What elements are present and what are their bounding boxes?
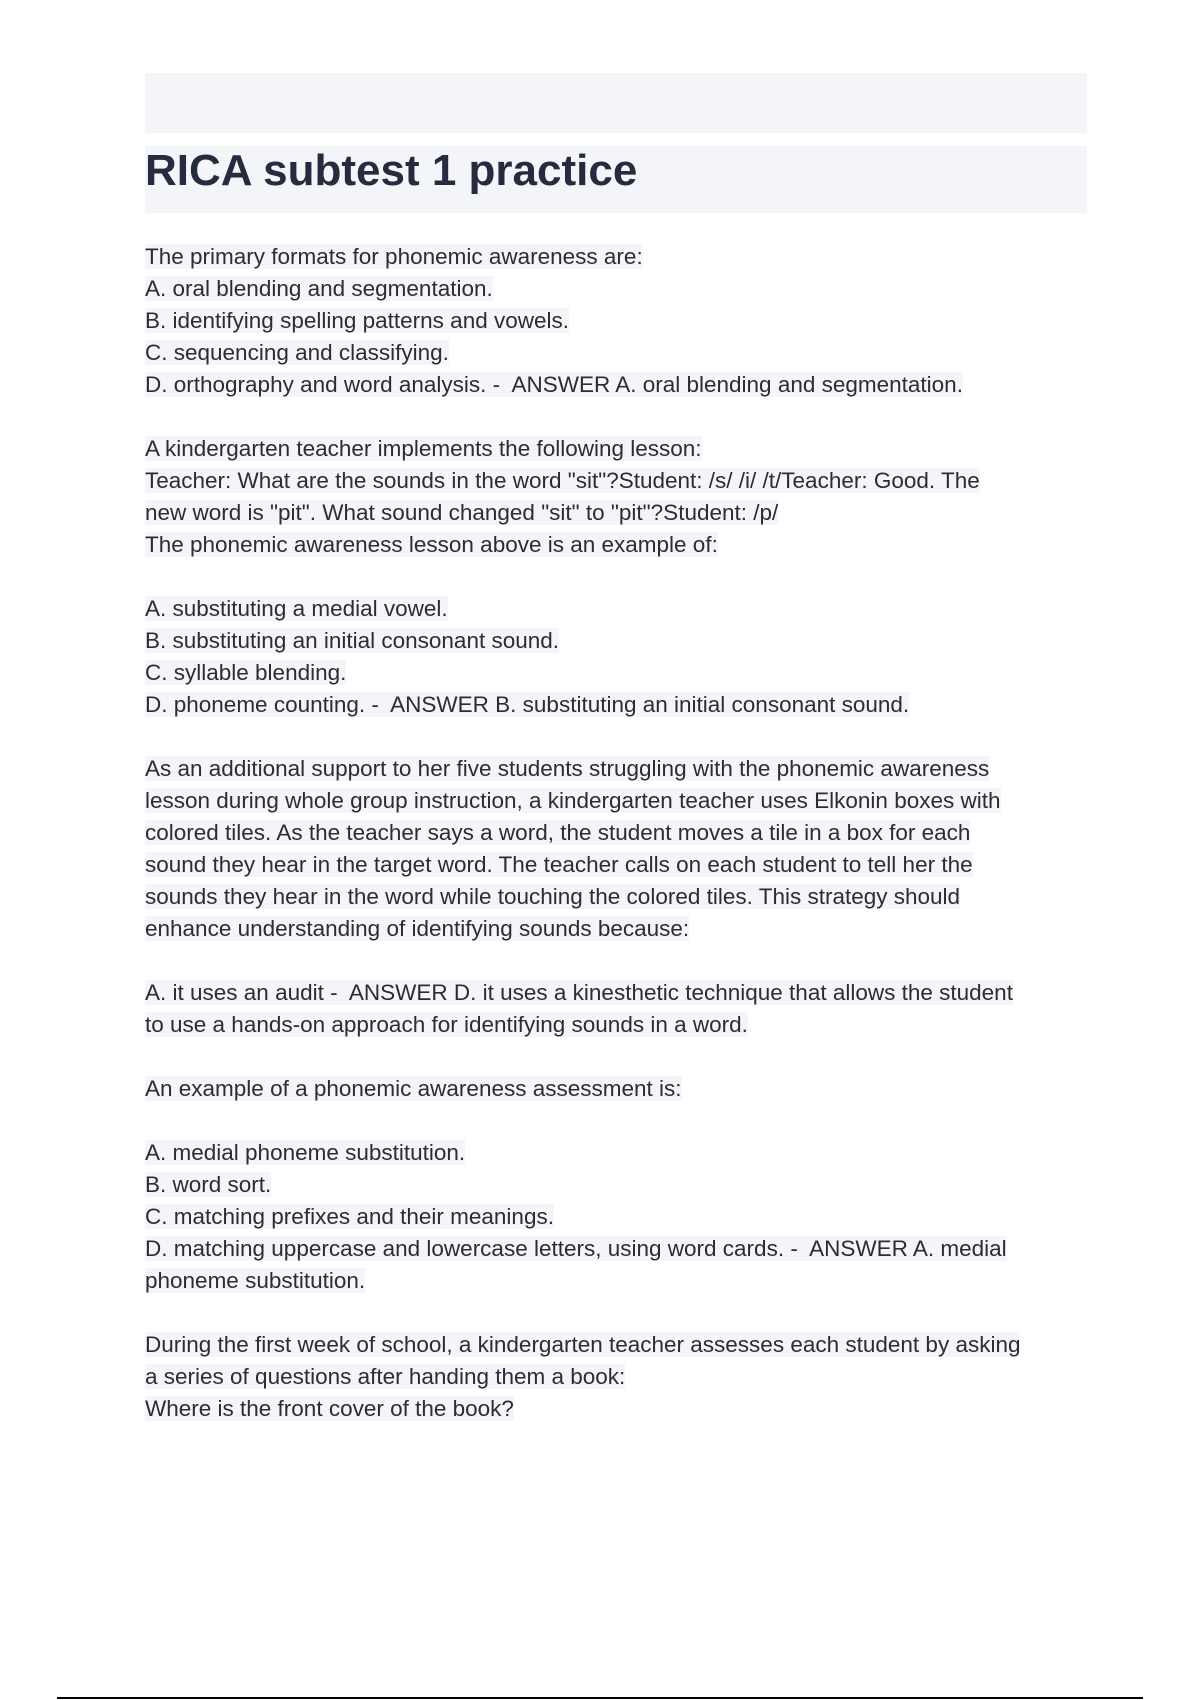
- text-line: [145, 1233, 1095, 1265]
- line-text: As an additional support to her five students struggling with the phonemic awareness: [145, 756, 990, 781]
- line-text: a series of questions after handing them a book:: [145, 1364, 626, 1389]
- line-text: C. matching prefixes and their meanings.: [145, 1204, 554, 1229]
- text-line: [145, 849, 1095, 881]
- line-text: Teacher: What are the sounds in the word "sit"?Student: /s/ /i/ /t/Teacher: Good. The: [145, 468, 980, 493]
- footer-rule: [57, 1697, 1143, 1699]
- line-text: D. matching uppercase and lowercase letters, using word cards. - ANSWER A. medial: [145, 1236, 1007, 1261]
- header-band: [145, 73, 1087, 133]
- line-text: C. syllable blending.: [145, 660, 347, 685]
- text-block: [145, 753, 1095, 945]
- line-text: enhance understanding of identifying sounds because:: [145, 916, 690, 941]
- text-block: [145, 1329, 1095, 1425]
- line-text: During the first week of school, a kindergarten teacher assesses each student by asking: [145, 1332, 1021, 1357]
- text-line: [145, 465, 1095, 497]
- text-line: [145, 1265, 1095, 1297]
- text-line: [145, 433, 1095, 465]
- text-block: [145, 1073, 1095, 1105]
- line-text: A. oral blending and segmentation.: [145, 276, 493, 301]
- document-body: [145, 241, 1095, 1457]
- text-line: [145, 593, 1095, 625]
- line-text: D. orthography and word analysis. - ANSWER A. oral blending and segmentation.: [145, 372, 963, 397]
- text-line: [145, 753, 1095, 785]
- text-line: [145, 1329, 1095, 1361]
- text-line: [145, 1137, 1095, 1169]
- page-title: RICA subtest 1 practice: [145, 146, 638, 195]
- line-text: A. substituting a medial vowel.: [145, 596, 448, 621]
- line-text: sound they hear in the target word. The teacher calls on each student to tell her the: [145, 852, 973, 877]
- text-line: [145, 1201, 1095, 1233]
- line-text: B. substituting an initial consonant sound.: [145, 628, 560, 653]
- text-line: [145, 1361, 1095, 1393]
- line-text: new word is "pit". What sound changed "sit" to "pit"?Student: /p/: [145, 500, 779, 525]
- text-line: [145, 625, 1095, 657]
- line-text: B. identifying spelling patterns and vowels.: [145, 308, 569, 333]
- text-block: [145, 241, 1095, 401]
- text-line: [145, 337, 1095, 369]
- text-line: [145, 977, 1095, 1009]
- text-line: [145, 529, 1095, 561]
- line-text: lesson during whole group instruction, a kindergarten teacher uses Elkonin boxes with: [145, 788, 1001, 813]
- line-text: The primary formats for phonemic awareness are:: [145, 244, 643, 269]
- text-line: [145, 305, 1095, 337]
- text-block: [145, 433, 1095, 561]
- line-text: D. phoneme counting. - ANSWER B. substituting an initial consonant sound.: [145, 692, 910, 717]
- line-text: phoneme substitution.: [145, 1268, 366, 1293]
- text-block: [145, 977, 1095, 1041]
- line-text: colored tiles. As the teacher says a word, the student moves a tile in a box for each: [145, 820, 971, 845]
- text-block: [145, 593, 1095, 721]
- line-text: to use a hands-on approach for identifying sounds in a word.: [145, 1012, 748, 1037]
- line-text: A kindergarten teacher implements the following lesson:: [145, 436, 702, 461]
- line-text: A. it uses an audit - ANSWER D. it uses a kinesthetic technique that allows the student: [145, 980, 1013, 1005]
- text-line: [145, 369, 1095, 401]
- text-line: [145, 1393, 1095, 1425]
- text-line: [145, 913, 1095, 945]
- text-line: [145, 1073, 1095, 1105]
- text-line: [145, 785, 1095, 817]
- text-line: [145, 689, 1095, 721]
- line-text: C. sequencing and classifying.: [145, 340, 449, 365]
- line-text: The phonemic awareness lesson above is an example of:: [145, 532, 718, 557]
- line-text: sounds they hear in the word while touching the colored tiles. This strategy should: [145, 884, 961, 909]
- text-line: [145, 1009, 1095, 1041]
- text-block: [145, 1137, 1095, 1297]
- text-line: [145, 881, 1095, 913]
- text-line: [145, 1169, 1095, 1201]
- line-text: A. medial phoneme substitution.: [145, 1140, 466, 1165]
- text-line: [145, 241, 1095, 273]
- line-text: An example of a phonemic awareness assessment is:: [145, 1076, 682, 1101]
- text-line: [145, 273, 1095, 305]
- line-text: B. word sort.: [145, 1172, 272, 1197]
- text-line: [145, 497, 1095, 529]
- line-text: Where is the front cover of the book?: [145, 1396, 514, 1421]
- text-line: [145, 817, 1095, 849]
- text-line: [145, 657, 1095, 689]
